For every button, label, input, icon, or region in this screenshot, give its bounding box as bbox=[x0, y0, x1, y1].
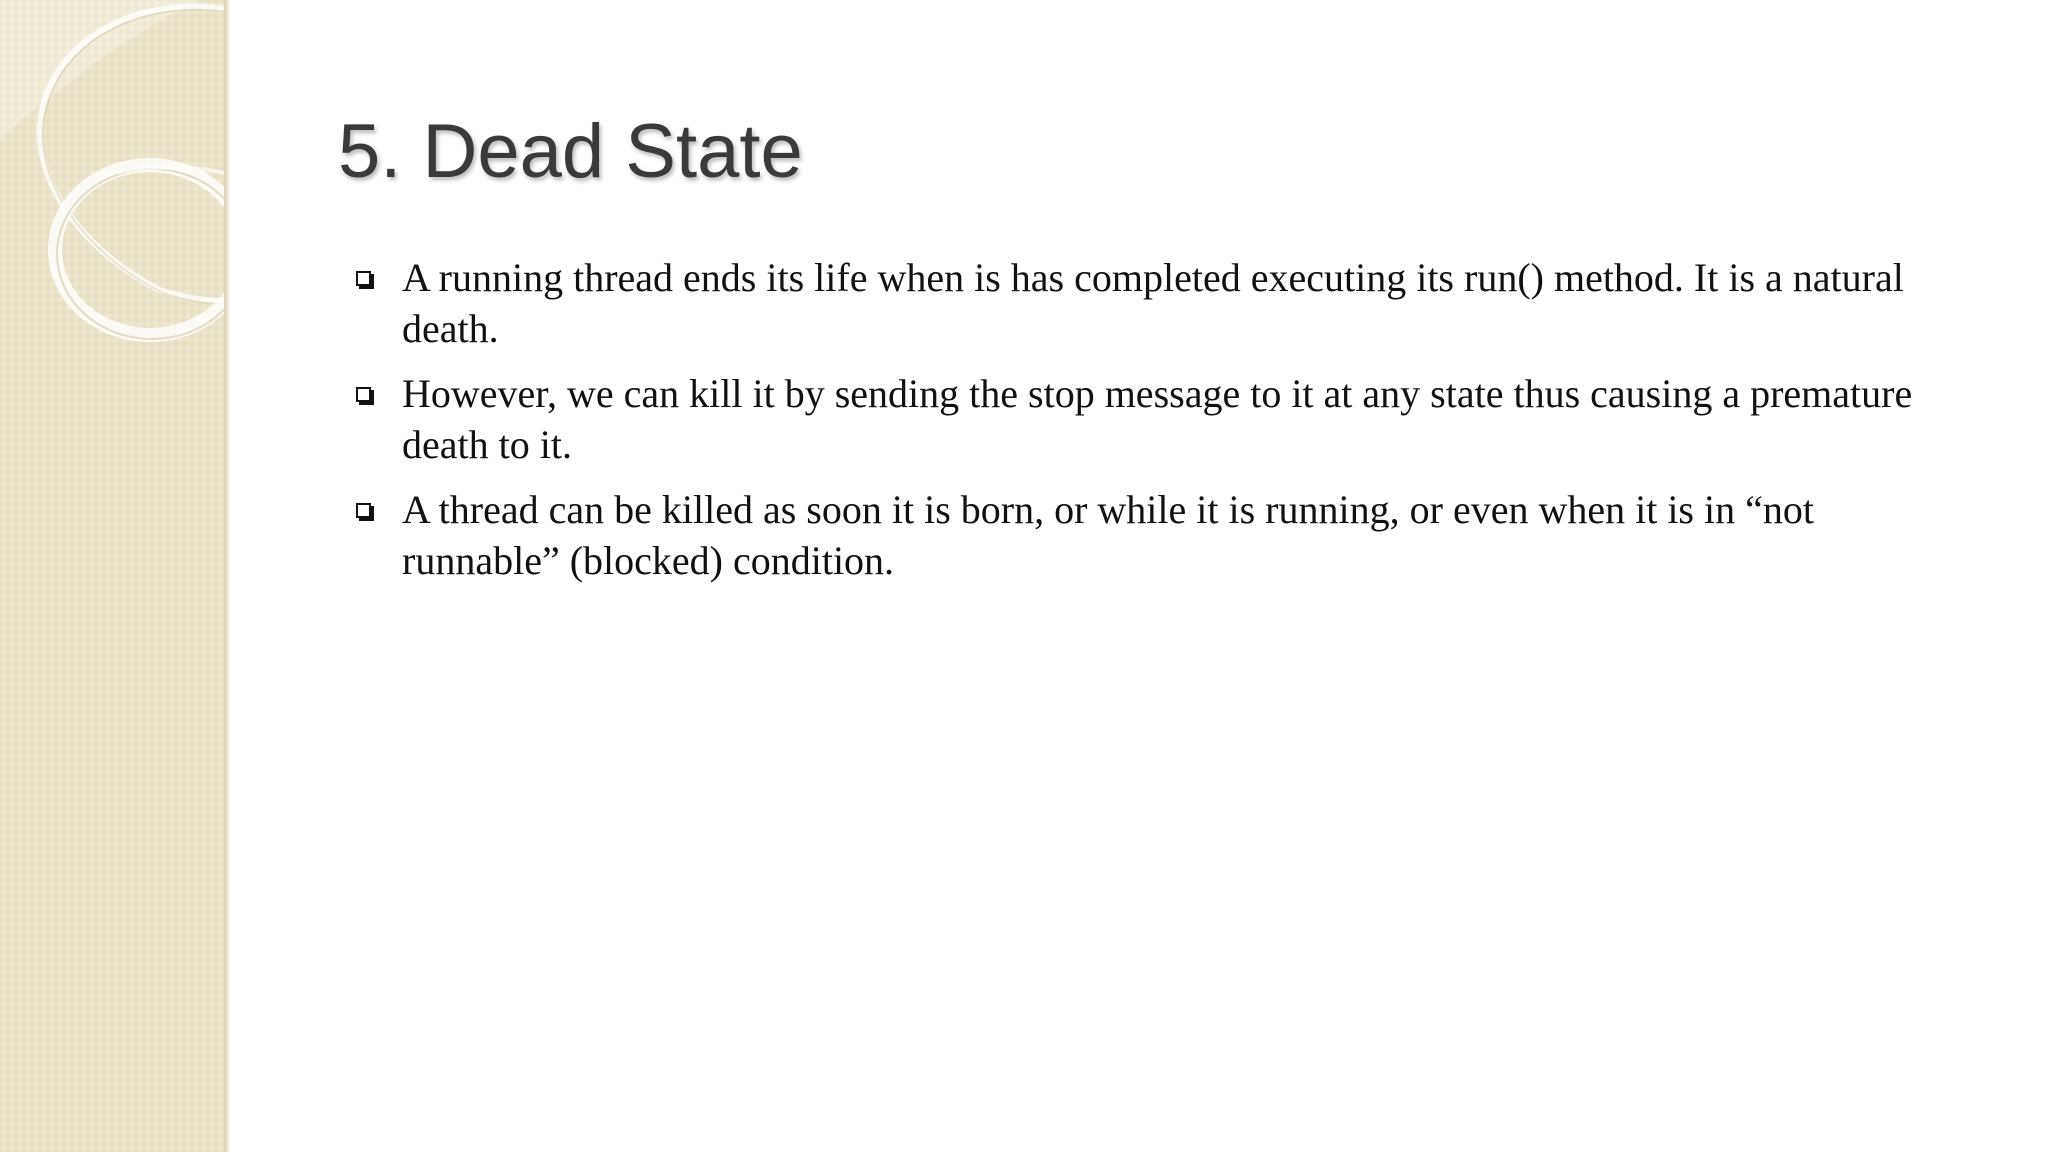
list-item bbox=[352, 484, 1932, 586]
bullet-text: A running thread ends its life when is has completed executing its run() method. It is a natural death. bbox=[402, 255, 1904, 351]
list-item bbox=[352, 252, 1932, 354]
slide-title: 5. Dead State bbox=[338, 109, 803, 194]
swirl-ornament-icon bbox=[0, 0, 226, 400]
bullet-list bbox=[352, 252, 1932, 600]
square-bullet-icon bbox=[356, 503, 371, 518]
square-bullet-icon bbox=[356, 271, 371, 286]
bullet-text: However, we can kill it by sending the stop message to it at any state thus causing a premature death to it. bbox=[402, 371, 1913, 467]
sidebar-edge bbox=[224, 0, 230, 1152]
bullet-text: A thread can be killed as soon it is born, or while it is running, or even when it is in “not runnable” (blocked) condition. bbox=[402, 487, 1814, 583]
square-bullet-icon bbox=[356, 387, 371, 402]
decorative-sidebar bbox=[0, 0, 226, 1152]
list-item bbox=[352, 368, 1932, 470]
